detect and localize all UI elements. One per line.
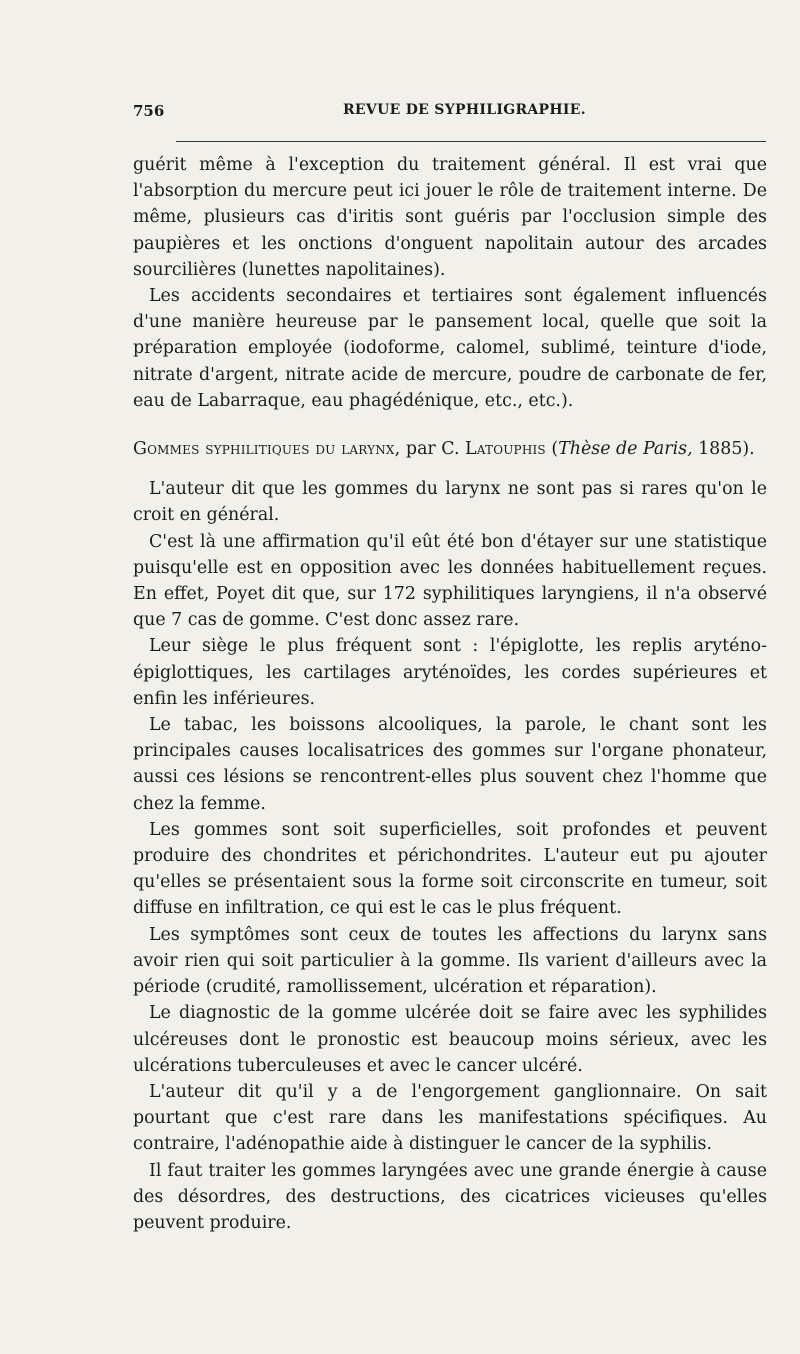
paragraph: Leur siège le plus fréquent sont : l'épiglotte, les replis aryténo-épiglottiques, les cartilages aryténoïdes, les cordes supérieures et enfin les inférieures. [133,636,767,709]
section-source: Thèse de Paris, [558,439,693,460]
paragraph: Les gommes sont soit superficielles, soit profondes et peuvent produire des chondrites et périchondrites. L'auteur eut pu ajouter qu'elles se présentaient sous la forme soit circonscrite en tumeur, soit diffuse en infiltration, ce qui est le cas le plus fréquent. [133,819,767,919]
page-number: 756 [133,102,165,120]
section-open-paren: ( [545,439,559,460]
paragraph: Le tabac, les boissons alcooliques, la parole, le chant sont les principales causes localisatrices des gommes sur l'organe phonateur, aussi ces lésions se rencontrent-elles plus souvent chez l'homme que chez la femme. [133,715,767,814]
page-header [133,102,767,126]
header-rule [176,141,766,142]
paragraph: C'est là une affirmation qu'il eût été bon d'étayer sur une statistique puisqu'elle est en opposition avec les données habituellement reçues. En effet, Poyet dit que, sur 172 syphilitiques laryngiens, il n'a observé que 7 cas de gomme. C'est donc assez rare. [133,531,767,631]
section-title-subject: Gommes syphilitiques du larynx, [133,439,401,460]
paragraph: Les symptômes sont ceux de toutes les affections du larynx sans avoir rien qui soit particulier à la gomme. Ils varient d'ailleurs avec la période (crudité, ramollissement, ulcération et réparation). [133,924,767,998]
paragraph: L'auteur dit que les gommes du larynx ne sont pas si rares qu'on le croit en général. [133,479,767,526]
body-text [133,152,767,1236]
section-year: 1885). [692,439,755,460]
section-title-by: par C. [400,439,466,460]
paragraph: Le diagnostic de la gomme ulcérée doit se faire avec les syphilides ulcéreuses dont le pronostic est beaucoup moins sérieux, avec les ulcérations tuberculeuses et avec le cancer ulcéré. [133,1003,767,1076]
paragraph: L'auteur dit qu'il y a de l'engorgement ganglionnaire. On sait pourtant que c'est rare dans les manifestations spécifiques. Au contraire, l'adénopathie aide à distinguer le cancer de la syphilis. [133,1081,767,1155]
section-title [133,436,767,462]
running-title: REVUE DE SYPHILIGRAPHIE. [343,102,586,118]
section-author: Latouphis [465,439,546,460]
paragraph: Les accidents secondaires et tertiaires sont également influencés d'une manière heureuse par le pansement local, quelle que soit la préparation employée (iodoforme, calomel, sublimé, teinture d'iode, nitrate d'argent, nitrate acide de mercure, poudre de carbonate de fer, eau de Labarraque, eau phagédénique, etc., etc.). [133,286,767,411]
paragraph: guérit même à l'exception du traitement général. Il est vrai que l'absorption du mercure peut ici jouer le rôle de traitement interne. De même, plusieurs cas d'iritis sont guéris par l'occlusion simple des paupières et les onctions d'onguent napolitain autour des arcades sourcilières (lunettes napolitaines). [133,155,767,280]
paragraph: Il faut traiter les gommes laryngées avec une grande énergie à cause des désordres, des destructions, des cicatrices vicieuses qu'elles peuvent produire. [133,1160,767,1233]
